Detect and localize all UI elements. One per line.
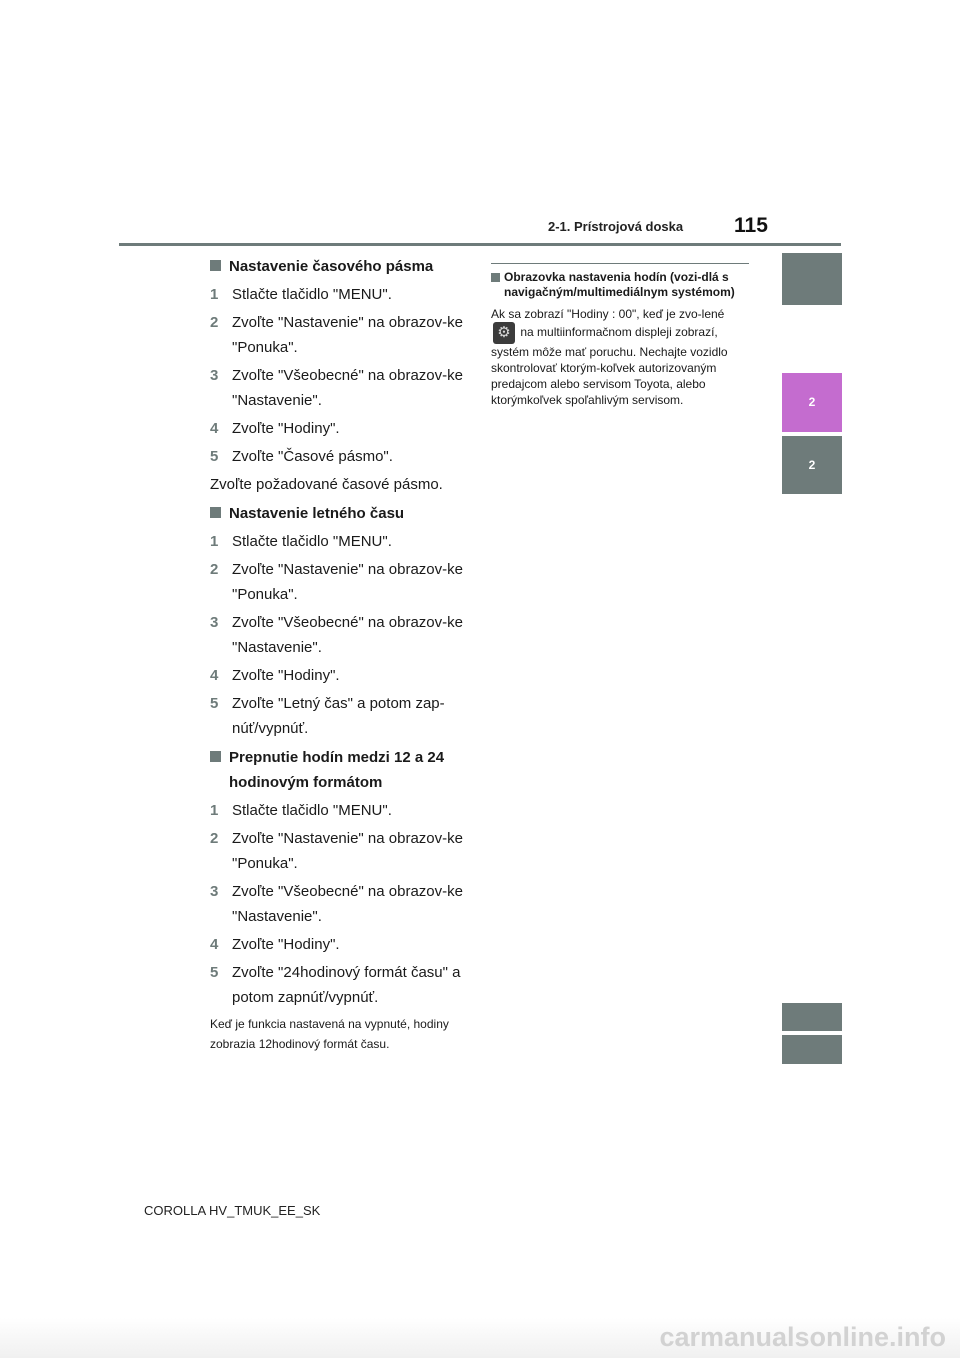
info-column [491, 263, 749, 408]
section-heading: Nastavenie letného času [210, 501, 472, 526]
watermark-text: carmanualsonline.info [659, 1322, 946, 1352]
info-rule [491, 263, 749, 264]
step-number: 2 [210, 314, 219, 331]
step: 3 Zvoľte "Všeobecné" na obrazov-ke "Nastavenie". [210, 363, 472, 413]
side-tab [782, 253, 842, 305]
step-number: 4 [210, 667, 219, 684]
instruction-text: Zvoľte požadované časové pásmo. [210, 476, 443, 493]
section-heading: Nastavenie časového pásma [210, 254, 472, 279]
tip-text: Ak sa zobrazí "Hodiny : 00", keď je zvo-lené ⚙ na multiinformačnom displeji zobrazí, systém môže mať poruchu. Nechajte vozidlo skontrolovať ktorým-koľvek autorizovaným predajcom alebo servisom Toyota, alebo ktorýmkoľvek spoľahlivým servisom. [491, 307, 728, 407]
gear-icon: ⚙ [493, 322, 515, 344]
step-number: 1 [210, 533, 219, 550]
step-number: 4 [210, 420, 219, 437]
side-tab-chapter [782, 373, 842, 432]
step-number: 5 [210, 964, 219, 981]
step: 3 Zvoľte "Všeobecné" na obrazov-ke "Nastavenie". [210, 610, 472, 660]
step: 5 Zvoľte "24hodinový formát času" a potom zapnúť/vypnúť. [210, 960, 472, 1010]
step-number: 1 [210, 802, 219, 819]
step-number: 5 [210, 695, 219, 712]
side-tab-chapter-2 [782, 436, 842, 494]
step: 1 Stlačte tlačidlo "MENU". [210, 529, 472, 554]
side-tab-label: 2 [808, 458, 816, 472]
side-tab [782, 1035, 842, 1064]
note-text: Keď je funkcia nastavená na vypnuté, hodiny zobrazia 12hodinový formát času. [210, 1017, 449, 1051]
step-number: 4 [210, 936, 219, 953]
step: 4 Zvoľte "Hodiny". [210, 663, 472, 688]
step: 1 Stlačte tlačidlo "MENU". [210, 798, 472, 823]
step-number: 2 [210, 561, 219, 578]
square-bullet-icon [210, 507, 221, 518]
header-rule [119, 243, 841, 246]
section-title: 2-1. Prístrojová doska [548, 219, 684, 234]
square-bullet-icon [491, 273, 500, 282]
step: 5 Zvoľte "Časové pásmo". [210, 444, 472, 469]
step-number: 1 [210, 286, 219, 303]
square-bullet-icon [210, 751, 221, 762]
side-tab-label: 2 [808, 395, 816, 409]
page-number: 115 [734, 214, 768, 237]
section-heading: Prepnutie hodín medzi 12 a 24 hodinovým formátom [210, 745, 472, 795]
step-number: 2 [210, 830, 219, 847]
step: 4 Zvoľte "Hodiny". [210, 932, 472, 957]
step: 5 Zvoľte "Letný čas" a potom zap-núť/vypnúť. [210, 691, 472, 741]
square-bullet-icon [210, 260, 221, 271]
tip-heading: Obrazovka nastavenia hodín (vozi-dlá s navigačným/multimediálnym systémom) [491, 270, 749, 300]
step: 2 Zvoľte "Nastavenie" na obrazov-ke "Ponuka". [210, 826, 472, 876]
side-tab [782, 1003, 842, 1031]
step: 2 Zvoľte "Nastavenie" na obrazov-ke "Ponuka". [210, 557, 472, 607]
step: 2 Zvoľte "Nastavenie" na obrazov-ke "Ponuka". [210, 310, 472, 360]
step-number: 3 [210, 367, 219, 384]
step-number: 5 [210, 448, 219, 465]
step: 1 Stlačte tlačidlo "MENU". [210, 282, 472, 307]
step-number: 3 [210, 614, 219, 631]
step-number: 3 [210, 883, 219, 900]
main-column [210, 254, 472, 1054]
step: 4 Zvoľte "Hodiny". [210, 416, 472, 441]
watermark-bar [0, 1318, 960, 1358]
step: 3 Zvoľte "Všeobecné" na obrazov-ke "Nastavenie". [210, 879, 472, 929]
footer-model: COROLLA HV_TMUK_EE_SK [144, 1203, 321, 1218]
